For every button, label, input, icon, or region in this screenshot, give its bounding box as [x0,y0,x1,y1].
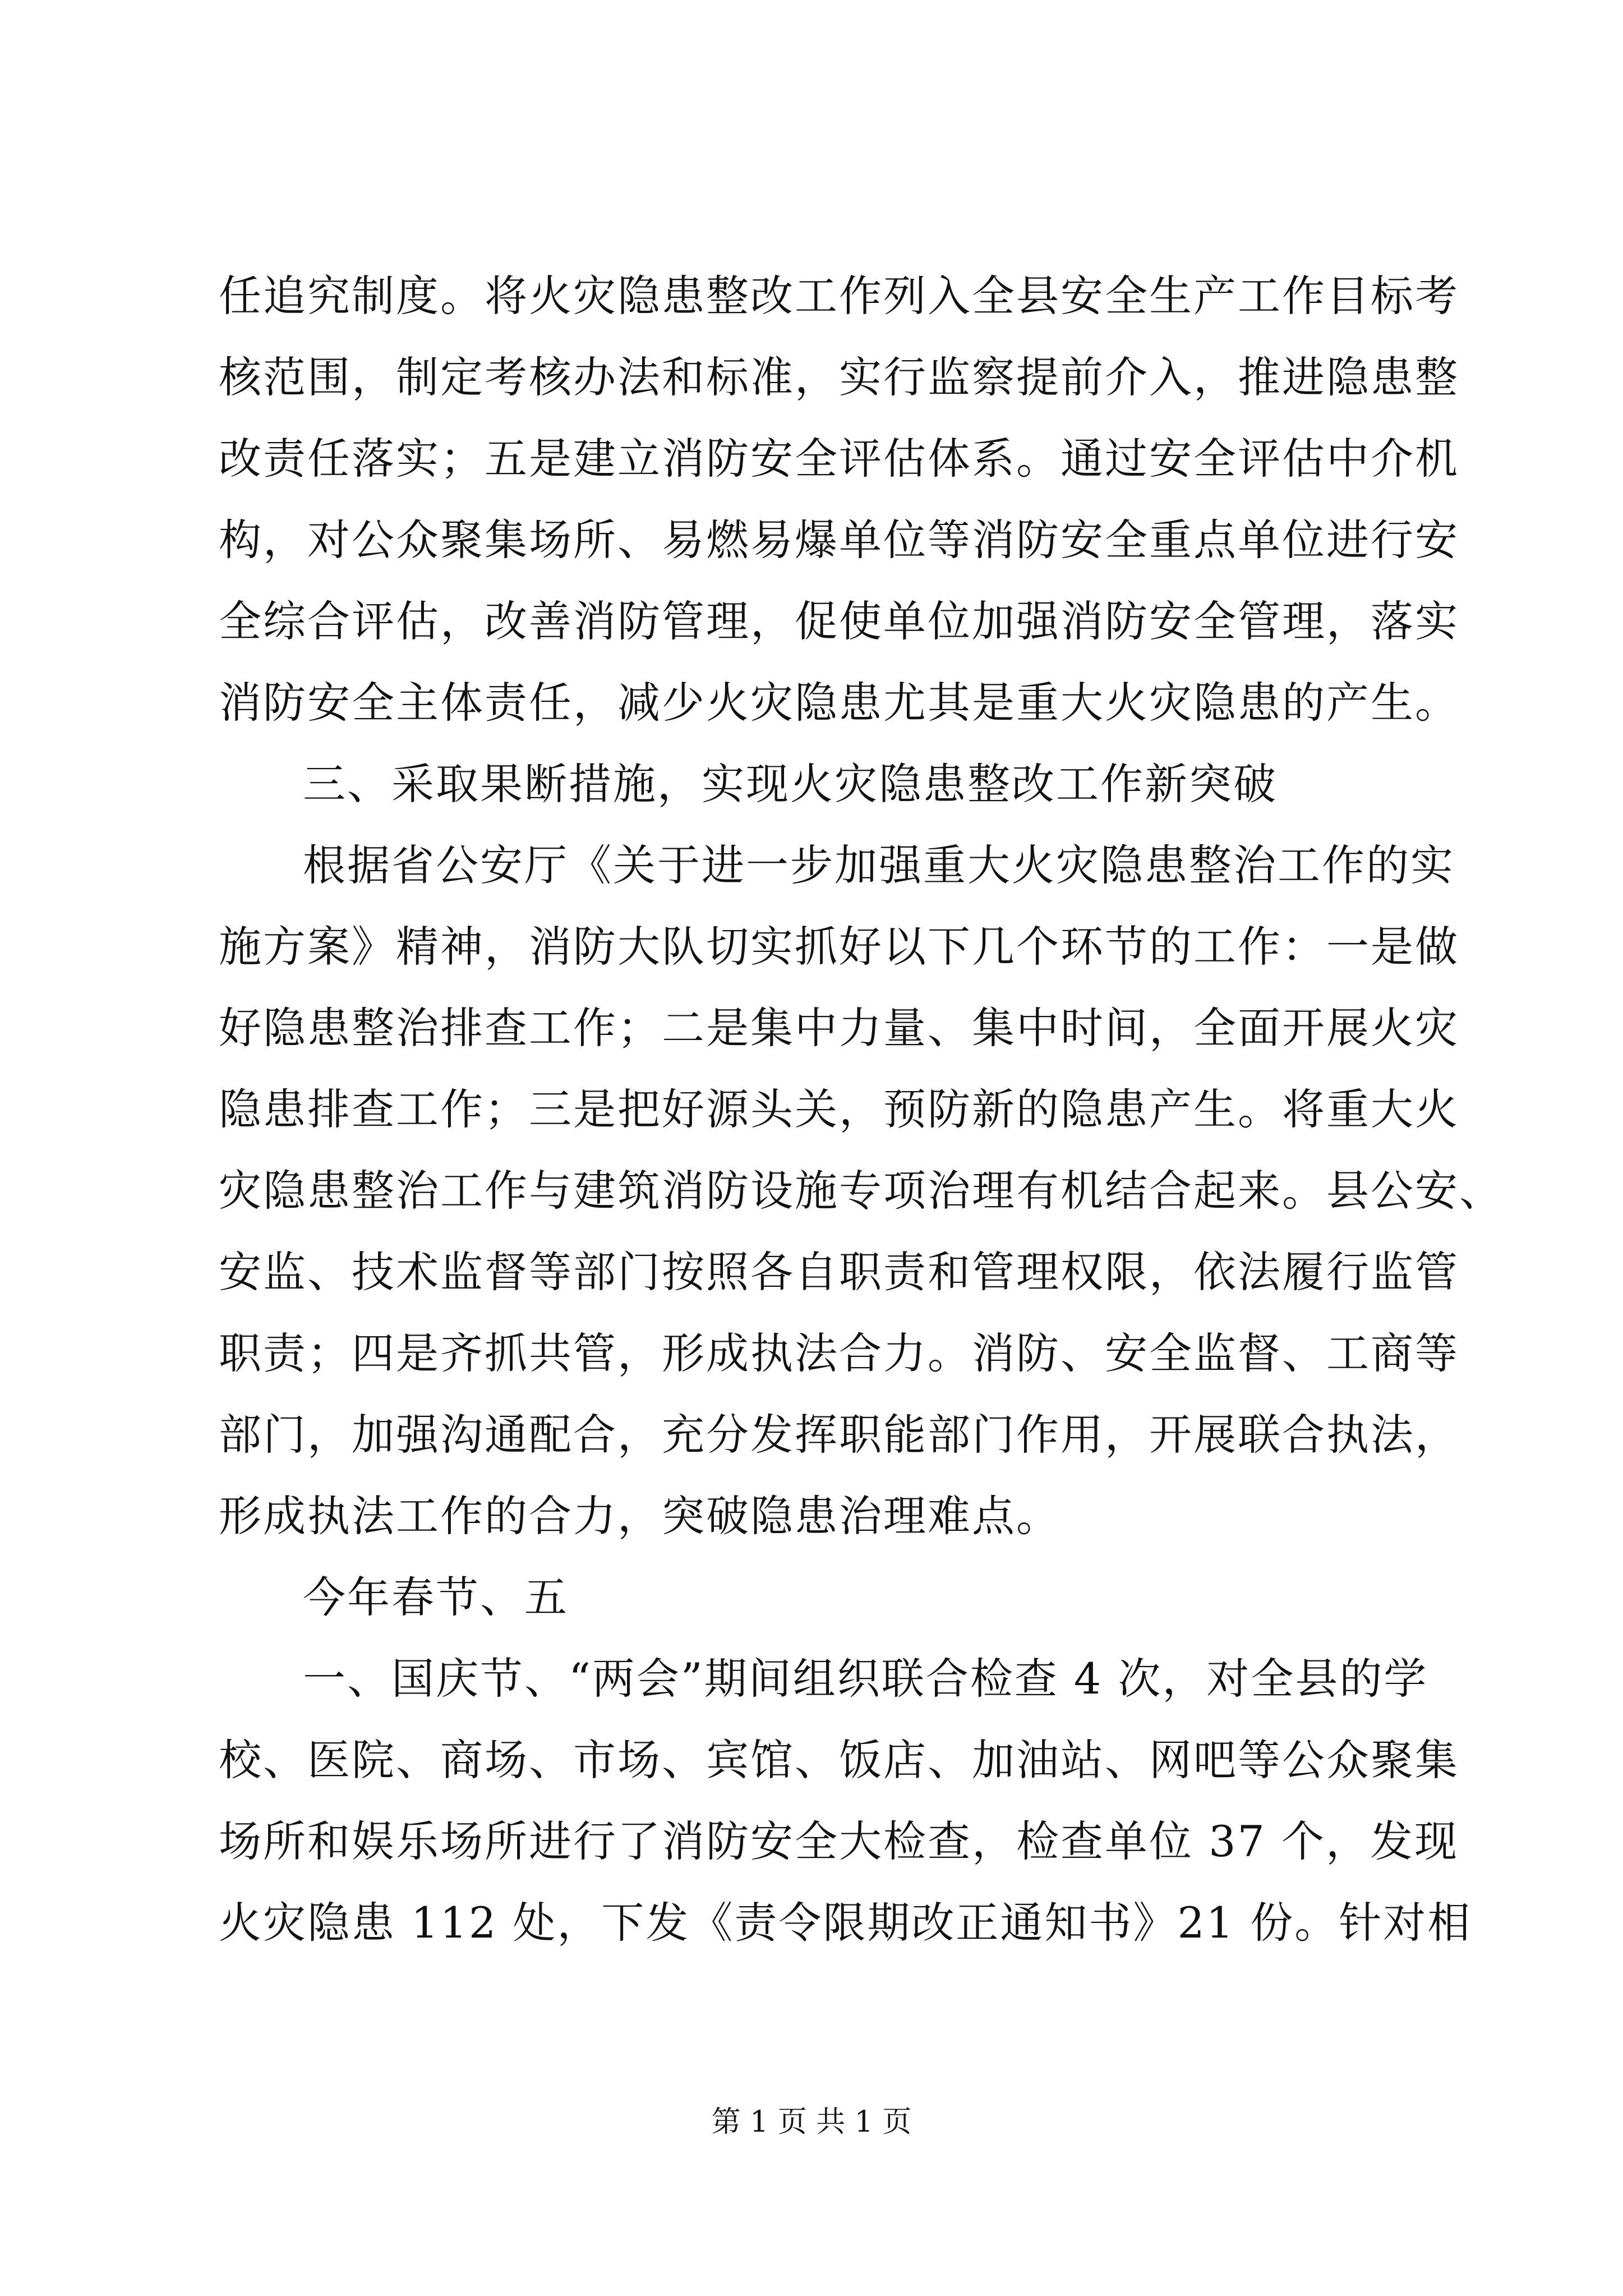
text-line: 任追究制度。将火灾隐患整改工作列入全县安全生产工作目标考 [219,271,1459,321]
text-line: 形成执法工作的合力，突破隐患治理难点。 [219,1491,1061,1541]
text-line: 根据省公安厅《关于进一步加强重大火灾隐患整治工作的实 [303,840,1455,890]
text-line: 场所和娱乐场所进行了消防安全大检查，检查单位 37 个，发现 [219,1816,1459,1866]
text-line: 好隐患整治排查工作；二是集中力量、集中时间，全面开展火灾 [219,1003,1459,1053]
section-heading: 三、采取果断措施，实现火灾隐患整改工作新突破 [303,759,1278,809]
text-line: 构，对公众聚集场所、易燃易爆单位等消防安全重点单位进行安 [219,515,1459,565]
text-line: 职责；四是齐抓共管，形成执法合力。消防、安全监督、工商等 [219,1328,1459,1378]
text-line: 部门，加强沟通配合，充分发挥职能部门作用，开展联合执法， [219,1410,1459,1460]
text-line: 改责任落实；五是建立消防安全评估体系。通过安全评估中介机 [219,434,1459,484]
text-line: 安监、技术监督等部门按照各自职责和管理权限，依法履行监管 [219,1247,1459,1297]
document-body [219,255,1504,1963]
page-number: 第 1 页 共 1 页 [711,2105,912,2139]
text-line: 今年春节、五 [303,1572,569,1622]
page-footer [0,2102,1623,2142]
text-line: 灾隐患整治工作与建筑消防设施专项治理有机结合起来。县公安、 [219,1166,1504,1216]
text-line: 核范围，制定考核办法和标准，实行监察提前介入，推进隐患整 [219,352,1459,402]
text-line: 隐患排查工作；三是把好源头关，预防新的隐患产生。将重大火 [219,1084,1459,1134]
text-line: 消防安全主体责任，减少火灾隐患尤其是重大火灾隐患的产生。 [219,678,1459,728]
text-line: 校、医院、商场、市场、宾馆、饭店、加油站、网吧等公众聚集 [219,1735,1459,1785]
text-line: 火灾隐患 112 处，下发《责令限期改正通知书》21 份。针对相 [219,1898,1472,1948]
text-line: 一、国庆节、“两会”期间组织联合检查 4 次，对全县的学 [303,1654,1428,1704]
text-line: 全综合评估，改善消防管理，促使单位加强消防安全管理，落实 [219,596,1459,646]
text-line: 施方案》精神，消防大队切实抓好以下几个环节的工作：一是做 [219,922,1459,972]
